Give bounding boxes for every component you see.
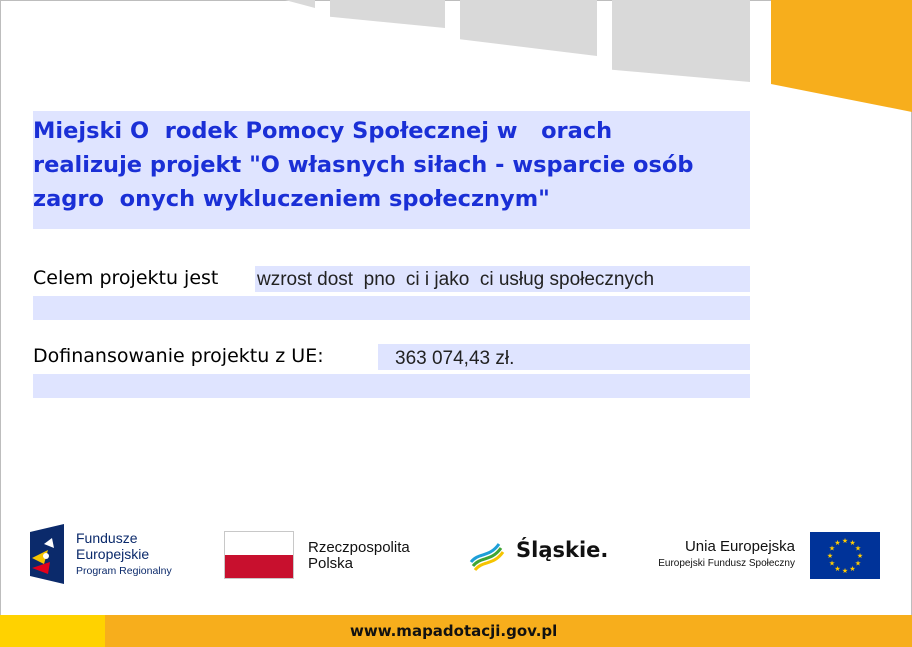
slaskie-logo: Śląskie. bbox=[516, 538, 609, 562]
funding-empty-box bbox=[33, 374, 750, 398]
footer-url[interactable]: www.mapadotacji.gov.pl bbox=[350, 622, 558, 640]
ue-line-2: Europejski Fundusz Społeczny bbox=[658, 558, 795, 569]
title-line-3: zagro onych wykluczeniem społecznym" bbox=[33, 186, 550, 212]
fe-line-2: Europejskie bbox=[76, 546, 150, 562]
polish-flag-icon bbox=[224, 531, 294, 579]
title-line-2: realizuje projekt "O własnych siłach - wsparcie osób bbox=[33, 152, 694, 178]
slaskie-waves-icon bbox=[469, 536, 505, 572]
decor-shape-4 bbox=[612, 0, 750, 82]
fe-line-3: Program Regionalny bbox=[76, 565, 172, 577]
eu-star-icon: ★ bbox=[828, 544, 836, 553]
eu-star-icon: ★ bbox=[841, 567, 849, 575]
goal-label: Celem projektu jest bbox=[33, 267, 219, 289]
unia-europejska-logo bbox=[658, 538, 795, 572]
logos-row bbox=[0, 520, 912, 590]
rzeczpospolita-polska-logo bbox=[308, 540, 410, 572]
project-title bbox=[33, 114, 750, 216]
eu-star-icon: ★ bbox=[841, 537, 849, 545]
goal-empty-box bbox=[33, 296, 750, 320]
ue-line-1: Unia Europejska bbox=[684, 538, 795, 555]
title-line-1: Miejski O rodek Pomocy Społecznej w orach bbox=[33, 118, 613, 144]
footer-yellow-block bbox=[0, 615, 105, 647]
eu-star-icon: ★ bbox=[834, 564, 841, 573]
eu-star-icon: ★ bbox=[854, 544, 862, 553]
eu-star-icon: ★ bbox=[826, 552, 834, 560]
eu-star-icon: ★ bbox=[828, 559, 836, 568]
eu-star-icon: ★ bbox=[834, 539, 841, 548]
eu-star-icon: ★ bbox=[849, 564, 856, 573]
eu-flag-icon bbox=[810, 532, 880, 579]
fe-line-1: Fundusze bbox=[76, 530, 138, 546]
fundusze-europejskie-logo bbox=[76, 530, 172, 579]
funding-label: Dofinansowanie projektu z UE: bbox=[33, 345, 324, 367]
pl-line-2: Polska bbox=[308, 555, 354, 572]
eu-star-icon: ★ bbox=[856, 552, 864, 560]
eu-star-icon: ★ bbox=[854, 559, 862, 568]
eu-star-icon: ★ bbox=[849, 539, 856, 548]
funding-value: 363 074,43 zł. bbox=[395, 348, 515, 369]
fundusze-europejskie-icon bbox=[30, 524, 64, 584]
pl-line-1: Rzeczpospolita bbox=[308, 539, 410, 556]
goal-value: wzrost dost pno ci i jako ci usług społecznych bbox=[257, 269, 655, 290]
